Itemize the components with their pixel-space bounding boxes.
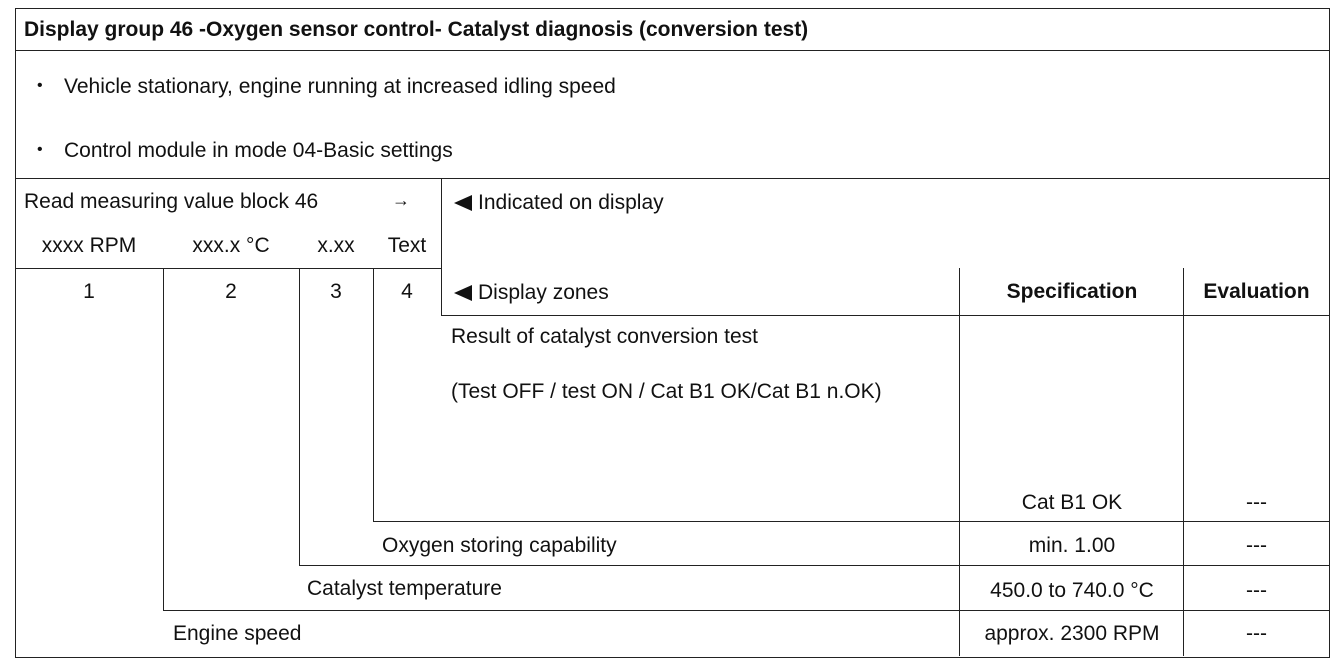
condition-text: Vehicle stationary, engine running at increased idling speed (64, 75, 616, 98)
row-specification: approx. 2300 RPM (984, 622, 1160, 645)
bullet-icon: • (37, 141, 43, 158)
zone-number-4: 4 (401, 280, 413, 303)
row-evaluation: --- (1246, 622, 1267, 645)
row-description: Result of catalyst conversion test (451, 325, 758, 348)
bullet-icon: • (37, 77, 43, 94)
pointer-left-icon (454, 285, 472, 301)
title-divider (15, 50, 1329, 51)
row-evaluation: --- (1246, 579, 1267, 602)
zone-4-leader-h (373, 521, 959, 522)
pointer-left-icon (454, 195, 472, 211)
condition-text: Control module in mode 04-Basic settings (64, 139, 453, 162)
zone-2-leader-h (163, 610, 959, 611)
evaluation-header: Evaluation (1203, 280, 1310, 303)
row-divider (959, 610, 1329, 611)
row-specification: 450.0 to 740.0 °C (990, 579, 1154, 602)
row-description: Oxygen storing capability (382, 534, 617, 557)
zone-number-2: 2 (225, 280, 237, 303)
display-value-2: xxx.x °C (192, 234, 270, 257)
conditions-divider (15, 178, 1329, 179)
display-zones-label: Display zones (454, 281, 609, 305)
row-divider (959, 565, 1329, 566)
header-divider (441, 315, 1329, 316)
right-arrow-icon: → (392, 190, 410, 210)
row-specification: min. 1.00 (1028, 534, 1116, 557)
row-divider (959, 521, 1329, 522)
row-specification: Cat B1 OK (1021, 491, 1123, 514)
display-value-1: xxxx RPM (41, 234, 137, 257)
row-evaluation: --- (1246, 534, 1267, 557)
read-box-right (441, 178, 442, 316)
zone-2-leader (163, 268, 164, 611)
page-title: Display group 46 -Oxygen sensor control- Catalyst diagnosis (conversion test) (24, 18, 809, 41)
row-description: Catalyst temperature (307, 577, 502, 600)
zone-3-leader-h (299, 565, 959, 566)
zone-3-leader (299, 268, 300, 566)
read-block-label: Read measuring value block 46 (24, 190, 319, 213)
zone-number-1: 1 (83, 280, 95, 303)
row-evaluation: --- (1246, 491, 1267, 514)
zone-4-leader (373, 268, 374, 522)
row-note: (Test OFF / test ON / Cat B1 OK/Cat B1 n.OK) (451, 380, 882, 403)
indicated-on-display: Indicated on display (454, 191, 664, 215)
read-box-bottom (15, 268, 441, 269)
display-value-4: Text (387, 234, 427, 257)
row-description: Engine speed (173, 622, 302, 645)
specification-header: Specification (1006, 280, 1138, 303)
zone-number-3: 3 (330, 280, 342, 303)
display-value-3: x.xx (317, 234, 355, 257)
